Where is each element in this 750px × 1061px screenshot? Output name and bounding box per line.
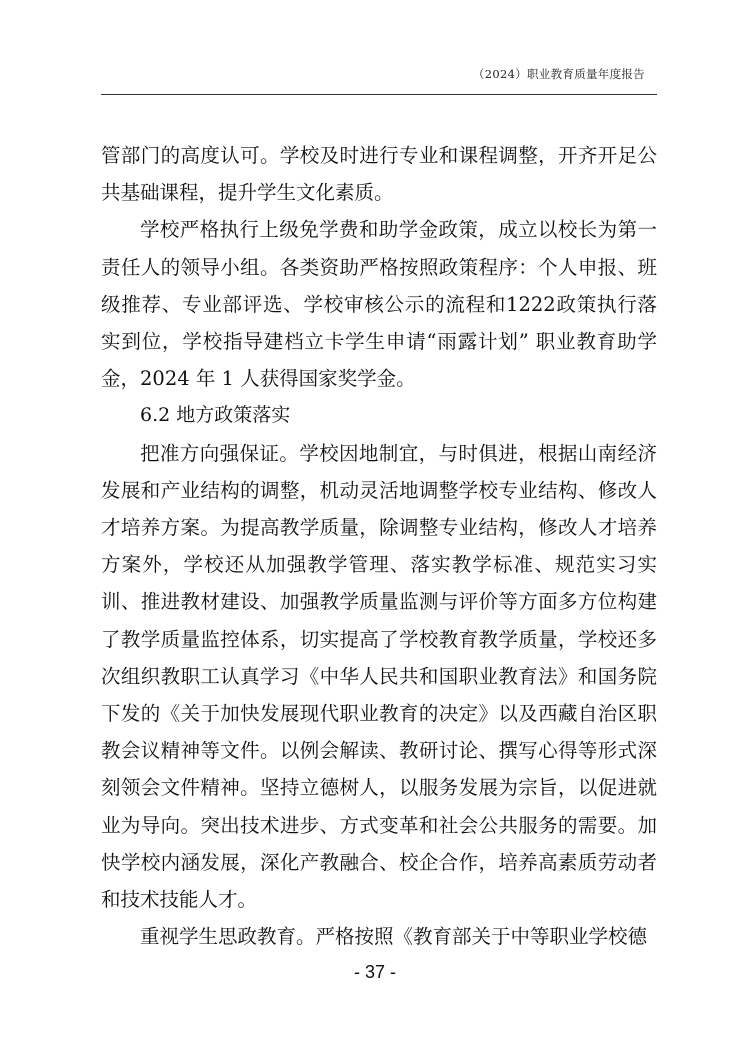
header-divider bbox=[101, 94, 657, 95]
body-paragraph: 学校严格执行上级免学费和助学金政策，成立以校长为第一责任人的领导小组。各类资助严格按照政策程序：个人申报、班级推荐、专业部评选、学校审核公示的流程和1222政策执行落实到位，学校指导建档立卡学生申请“雨露计划” 职业教育助学金，2024 年 1 人获得国家奖学金。 bbox=[101, 218, 657, 391]
section-heading: 6.2 地方政策落实 bbox=[140, 404, 291, 427]
body-paragraph: 重视学生思政教育。严格按照《教育部关于中等职业学校德 bbox=[140, 925, 648, 949]
body-paragraph: 管部门的高度认可。学校及时进行专业和课程调整，开齐开足公共基础课程，提升学生文化素质。 bbox=[101, 144, 657, 205]
page-body bbox=[101, 137, 657, 955]
header-title: （2024）职业教育质量年度报告 bbox=[472, 67, 645, 81]
body-paragraph: 把准方向强保证。学校因地制宜，与时俱进，根据山南经济发展和产业结构的调整，机动灵活地调整学校专业结构、修改人才培养方案。为提高教学质量，除调整专业结构，修改人才培养方案外，学校还从加强教学管理、落实教学标准、规范实习实训、推进教材建设、加强教学质量监测与评价等方面多方位构建了教学质量监控体系，切实提高了学校教育教学质量，学校还多次组织教职工认真学习《中华人民共和国职业教育法》和国务院下发的《关于加快发展现代职业教育的决定》以及西藏自治区职教会议精神等文件。以例会解读、教研讨论、撰写心得等形式深刻领会文件精神。坚持立德树人，以服务发展为宗旨，以促进就业为导向。突出技术进步、方式变革和社会公共服务的需要。加快学校内涵发展，深化产教融合、校企合作，培养高素质劳动者和技术技能人才。 bbox=[101, 441, 657, 912]
page-number: - 37 - bbox=[353, 962, 396, 982]
